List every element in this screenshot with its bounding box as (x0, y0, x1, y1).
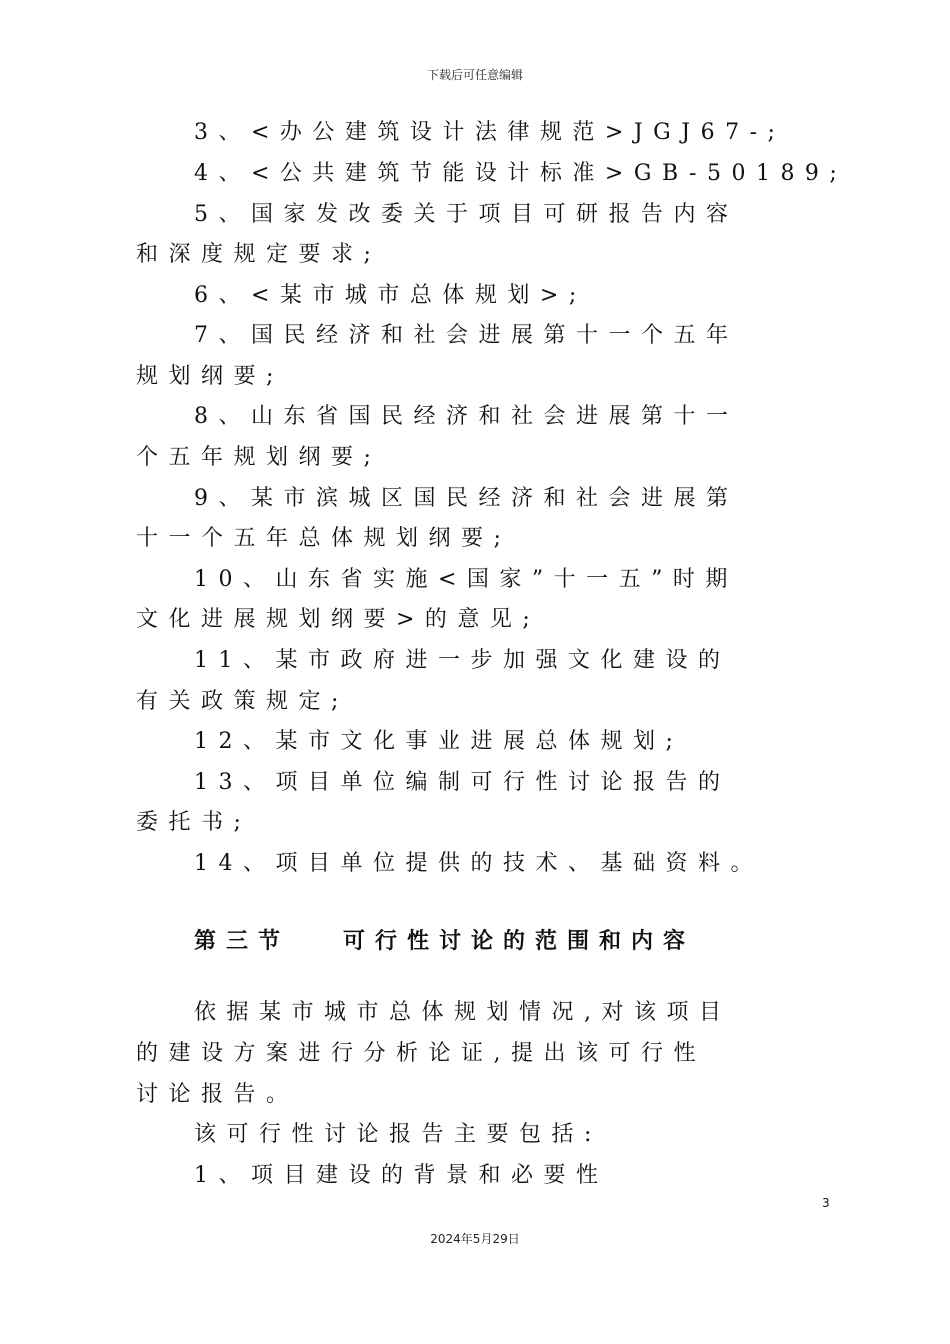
reference-item-5: 5、国家发改委关于项目可研报告内容 (194, 202, 739, 227)
page-footer-date: 2024年5月29日 (430, 1232, 520, 1246)
section-heading: 第三节 可行性讨论的范围和内容 (194, 929, 695, 954)
page-number: 3 (822, 1196, 830, 1210)
section-paragraph-line: 讨论报告。 (136, 1082, 299, 1107)
section-paragraph-line: 依据某市城市总体规划情况,对该项目 (194, 1000, 732, 1025)
reference-item-12: 12、某市文化事业进展总体规划; (194, 729, 684, 754)
reference-item-5-cont: 和深度规定要求; (136, 242, 382, 267)
reference-item-9-cont: 十一个五年总体规划纲要; (136, 526, 512, 551)
reference-item-11-cont: 有关政策规定; (136, 689, 349, 714)
reference-item-9: 9、某市滨城区国民经济和社会进展第 (194, 486, 739, 511)
reference-item-10-cont: 文化进展规划纲要>的意见; (136, 607, 541, 632)
reference-item-13-cont: 委托书; (136, 810, 252, 835)
reference-item-7: 7、国民经济和社会进展第十一个五年 (194, 323, 739, 348)
reference-item-6: 6、<某市城市总体规划>; (194, 283, 587, 308)
reference-item-8: 8、山东省国民经济和社会进展第十一 (194, 404, 739, 429)
reference-item-11: 11、某市政府进一步加强文化建设的 (194, 648, 731, 673)
reference-item-3: 3、<办公建筑设计法律规范>JGJ67-; (194, 120, 786, 145)
reference-item-8-cont: 个五年规划纲要; (136, 445, 382, 470)
reference-item-14: 14、项目单位提供的技术、基础资料。 (194, 851, 763, 876)
page-header: 下载后可任意编辑 (426, 68, 523, 82)
reference-item-13: 13、项目单位编制可行性讨论报告的 (194, 770, 731, 795)
section-paragraph-line: 的建设方案进行分析论证,提出该可行性 (136, 1041, 706, 1066)
reference-item-4: 4、<公共建筑节能设计标准>GB-50189; (194, 161, 848, 186)
reference-item-7-cont: 规划纲要; (136, 364, 284, 389)
content-item-1: 1、项目建设的背景和必要性 (194, 1163, 609, 1188)
section-intro-line: 该可行性讨论报告主要包括: (194, 1122, 602, 1147)
reference-item-10: 10、山东省实施<国家”十一五”时期 (194, 567, 738, 592)
